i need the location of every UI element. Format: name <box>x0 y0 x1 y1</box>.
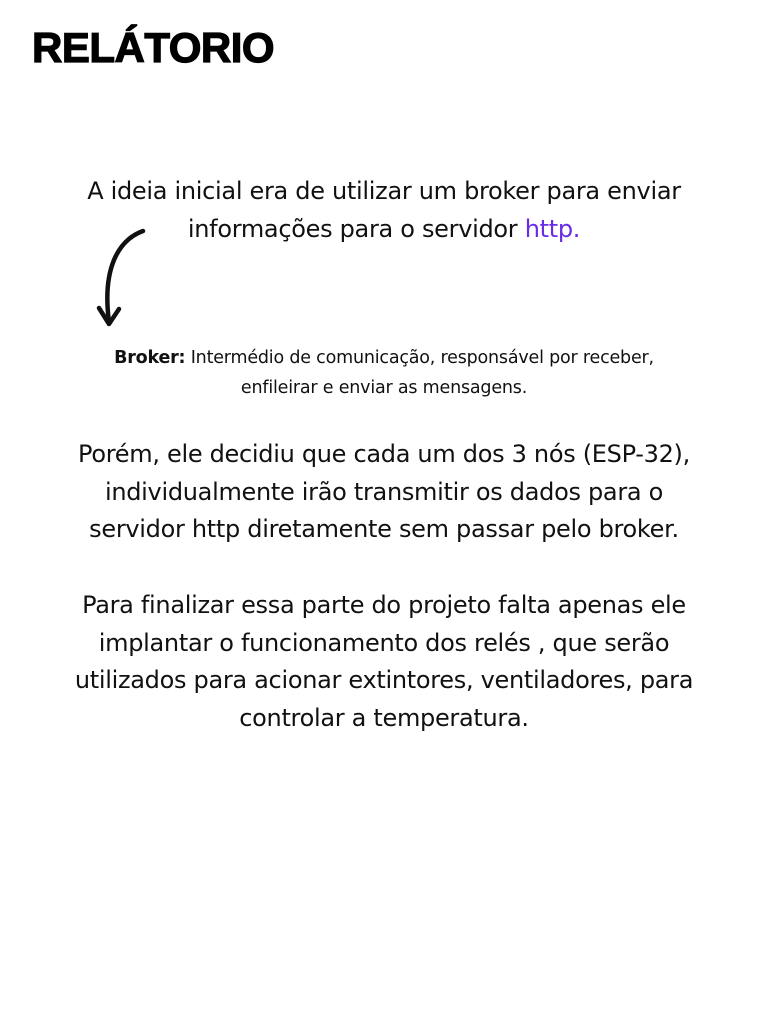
definition-term: Broker: <box>114 348 186 368</box>
paragraph2-line-1: Para finalizar essa parte do projeto falta apenas ele <box>82 591 686 619</box>
paragraph2-line-2: implantar o funcionamento dos relés , que serão <box>98 628 670 657</box>
paragraph1-line-1: Porém, ele decidiu que cada um dos 3 nós (ESP-32), <box>78 440 690 468</box>
http-link-text: http. <box>524 215 581 243</box>
paragraph-reles <box>14 587 754 737</box>
definition-line-2: enfileirar e enviar as mensagens. <box>240 378 528 398</box>
paragraph1-line-2: individualmente irão transmitir os dados para o <box>104 477 664 506</box>
broker-definition <box>20 343 748 403</box>
paragraph2-line-3: utilizados para acionar extintores, ventiladores, para <box>74 666 694 694</box>
page-title: RELÁTORIO <box>32 24 275 71</box>
paragraph1-line-3: servidor http diretamente sem passar pelo broker. <box>89 515 679 543</box>
curved-arrow-down-icon <box>88 224 152 334</box>
definition-line-1 <box>20 343 748 373</box>
intro-line-2-text: informações para o servidor <box>187 215 525 243</box>
definition-line-1-text: Intermédio de comunicação, responsável por receber, <box>185 348 654 368</box>
paragraph2-line-4: controlar a temperatura. <box>239 703 529 732</box>
intro-line-1: A ideia inicial era de utilizar um broker para enviar <box>87 177 681 205</box>
paragraph-esp32 <box>14 436 754 549</box>
